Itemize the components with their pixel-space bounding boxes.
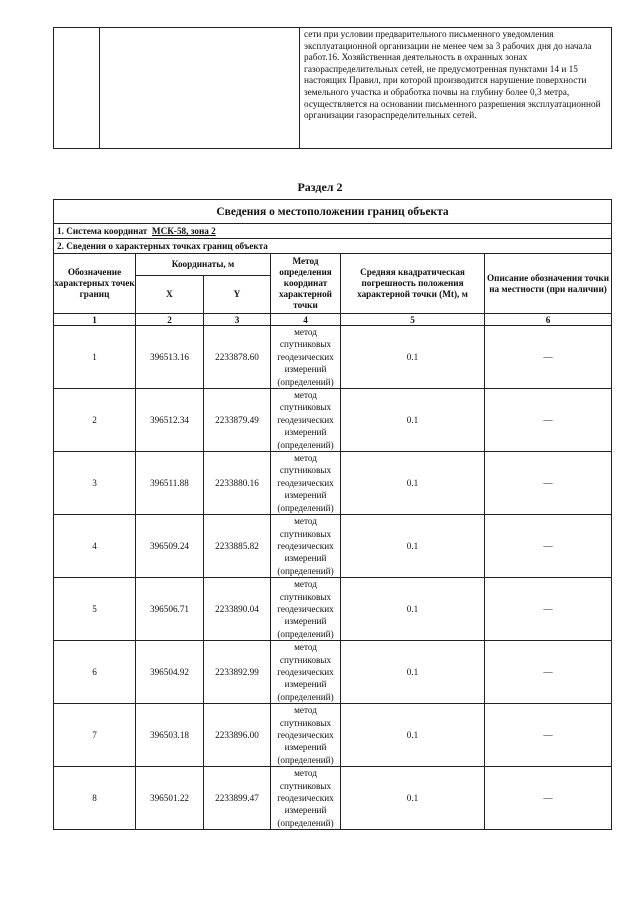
error-value: 0.1 xyxy=(341,515,485,578)
error-value: 0.1 xyxy=(341,767,485,830)
header-y: Y xyxy=(204,276,271,314)
method: метод спутниковых геодезических измерений (определений) xyxy=(271,326,341,389)
point-number: 7 xyxy=(54,704,136,767)
coord-system-value: МСК-58, зона 2 xyxy=(151,226,216,236)
header-error: Средняя квадратическая погрешность положения характерной точки (Мt), м xyxy=(341,254,485,314)
method: метод спутниковых геодезических измерений (определений) xyxy=(271,704,341,767)
column-number: 1 xyxy=(54,314,136,326)
header-x: X xyxy=(136,276,204,314)
table-title: Сведения о местоположении границ объекта xyxy=(54,200,612,224)
coord-y: 2233896.00 xyxy=(204,704,271,767)
coord-x: 396509.24 xyxy=(136,515,204,578)
error-value: 0.1 xyxy=(341,389,485,452)
continuation-cell-empty-2 xyxy=(100,28,300,149)
coord-system-label: 1. Система координат xyxy=(57,226,148,236)
method: метод спутниковых геодезических измерений (определений) xyxy=(271,515,341,578)
error-value: 0.1 xyxy=(341,578,485,641)
coord-y: 2233899.47 xyxy=(204,767,271,830)
column-number-row xyxy=(54,314,612,326)
point-number: 4 xyxy=(54,515,136,578)
table-row xyxy=(54,641,612,704)
coord-x: 396512.34 xyxy=(136,389,204,452)
coord-x: 396503.18 xyxy=(136,704,204,767)
method: метод спутниковых геодезических измерений (определений) xyxy=(271,641,341,704)
column-number: 6 xyxy=(485,314,612,326)
description: — xyxy=(485,704,612,767)
error-value: 0.1 xyxy=(341,641,485,704)
description: — xyxy=(485,389,612,452)
point-number: 8 xyxy=(54,767,136,830)
coord-y: 2233879.49 xyxy=(204,389,271,452)
section-title: Раздел 2 xyxy=(297,180,343,194)
description: — xyxy=(485,515,612,578)
description: — xyxy=(485,578,612,641)
points-label: 2. Сведения о характерных точках границ объекта xyxy=(54,239,612,254)
table-row xyxy=(54,704,612,767)
error-value: 0.1 xyxy=(341,452,485,515)
coord-y: 2233892.99 xyxy=(204,641,271,704)
header-method: Метод определения координат характерной точки xyxy=(271,254,341,314)
continuation-row xyxy=(54,28,612,149)
column-number: 4 xyxy=(271,314,341,326)
coord-x: 396504.92 xyxy=(136,641,204,704)
coord-y: 2233885.82 xyxy=(204,515,271,578)
coord-y: 2233890.04 xyxy=(204,578,271,641)
table-row xyxy=(54,452,612,515)
table-row xyxy=(54,389,612,452)
continuation-table xyxy=(53,27,612,149)
description: — xyxy=(485,641,612,704)
header-description: Описание обозначения точки на местности (при наличии) xyxy=(485,254,612,314)
column-number: 5 xyxy=(341,314,485,326)
method: метод спутниковых геодезических измерений (определений) xyxy=(271,452,341,515)
points-label-row xyxy=(54,239,612,254)
coord-system-row xyxy=(54,224,612,239)
boundary-points-table xyxy=(53,199,612,830)
method: метод спутниковых геодезических измерений (определений) xyxy=(271,767,341,830)
coord-x: 396506.71 xyxy=(136,578,204,641)
coord-x: 396501.22 xyxy=(136,767,204,830)
column-number: 2 xyxy=(136,314,204,326)
point-number: 3 xyxy=(54,452,136,515)
description: — xyxy=(485,452,612,515)
method: метод спутниковых геодезических измерений (определений) xyxy=(271,389,341,452)
point-number: 2 xyxy=(54,389,136,452)
header-row-1 xyxy=(54,254,612,276)
table-row xyxy=(54,578,612,641)
method: метод спутниковых геодезических измерений (определений) xyxy=(271,578,341,641)
header-point: Обозначение характерных точек границ xyxy=(54,254,136,314)
table-row xyxy=(54,767,612,830)
table-title-row xyxy=(54,200,612,224)
error-value: 0.1 xyxy=(341,704,485,767)
table-row xyxy=(54,326,612,389)
error-value: 0.1 xyxy=(341,326,485,389)
coord-system-cell xyxy=(54,224,612,239)
coord-y: 2233878.60 xyxy=(204,326,271,389)
coord-x: 396513.16 xyxy=(136,326,204,389)
header-coords: Координаты, м xyxy=(136,254,271,276)
point-number: 5 xyxy=(54,578,136,641)
description: — xyxy=(485,767,612,830)
continuation-cell-empty-1 xyxy=(54,28,100,149)
coord-y: 2233880.16 xyxy=(204,452,271,515)
point-number: 1 xyxy=(54,326,136,389)
point-number: 6 xyxy=(54,641,136,704)
continuation-text: сети при условии предварительного письменного уведомления эксплуатационной организации не менее чем за 3 рабочих дня до начала работ.16. Хозяйственная деятельность в охранных зонах газораспределительных сетей, не предусмотренная пунктами 14 и 15 настоящих Правил, при которой производится нарушение поверхности земельного участка и обработка почвы на глубину более 0,3 метра, осуществляется на основании письменного разрешения эксплуатационной организации газораспределительных сетей. xyxy=(300,28,612,149)
column-number: 3 xyxy=(204,314,271,326)
coord-x: 396511.88 xyxy=(136,452,204,515)
description: — xyxy=(485,326,612,389)
table-row xyxy=(54,515,612,578)
